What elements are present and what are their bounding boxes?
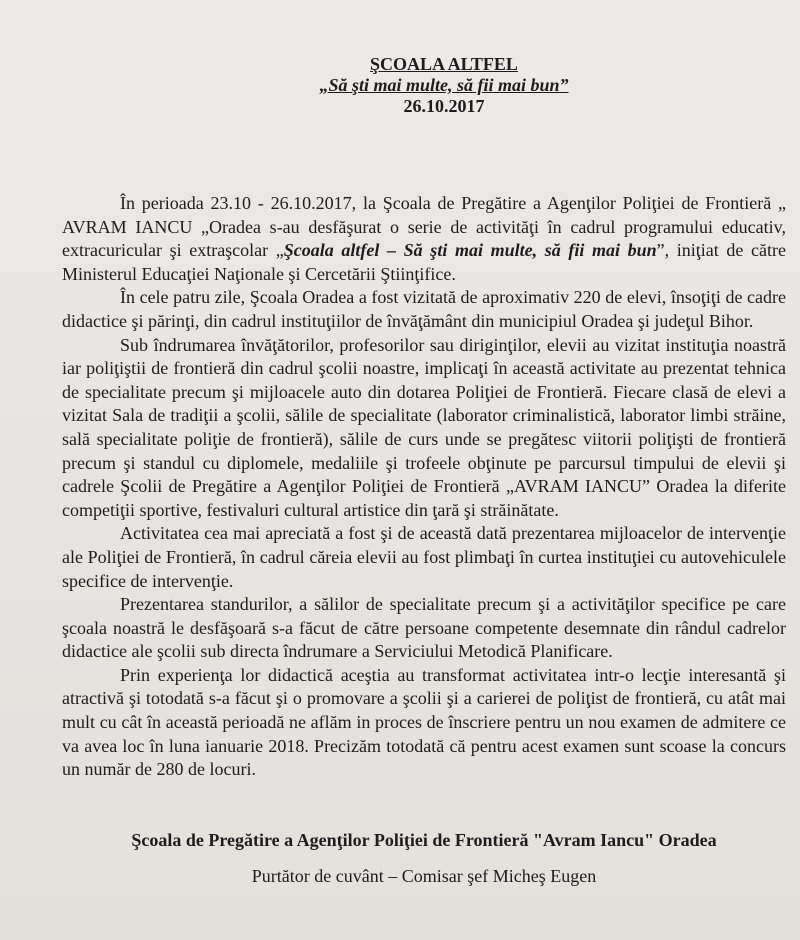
paragraph-2: În cele patru zile, Şcoala Oradea a fost vizitată de aproximativ 220 de elevi, însoţiţi de cadre didactice şi părinţi, din cadrul instituţiilor de învăţământ din municipiul Oradea şi judeţul Bihor.: [62, 287, 786, 331]
signature-block: [62, 826, 786, 890]
document-motto: „Să şti mai multe, să fii mai bun”: [319, 75, 569, 95]
paragraph-5: Prezentarea standurilor, a sălilor de specialitate precum şi a activităţilor specifice pe care şcoala noastră le desfăşoară s-a făcut de către persoane competente desemnate din rândul cadrelor didactice ale şcolii sub directa îndrumare a Serviciului Metodică Planificare.: [62, 594, 786, 662]
paragraph-1: [62, 192, 786, 286]
document-title: ŞCOALA ALTFEL: [370, 54, 518, 74]
paragraph-3: Sub îndrumarea învăţătorilor, profesorilor sau diriginţilor, elevii au vizitat instituţia noastră iar poliţiştii de frontieră din cadrul şcolii noastre, implicaţi în această activitate au prezentat tehnica de specialitate precum şi mijloacele auto din dotarea Poliţiei de Frontieră. Fiecare clasă de elevi a vizitat Sala de tradiţii a şcolii, sălile de specialitate (laborator criminalistică, laborator limbi străine, sală specialitate poliţie de frontieră), sălile de curs unde se pregătesc viitorii poliţişti de frontieră precum şi standul cu diplomele, medaliile şi trofeele obţinute pe parcursul timpului de elevii şi cadrele Şcolii de Pregătire a Agenţilor Poliţiei de Frontieră „AVRAM IANCU” Oradea la diferite competiţii sportive, festivaluri cultural artistice din ţară şi străinătate.: [62, 334, 786, 520]
paragraph-4: Activitatea cea mai apreciată a fost şi de această dată prezentarea mijloacelor de intervenţie ale Poliţiei de Frontieră, în cadrul căreia elevii au fost plimbaţi în curtea instituţiei cu autovehiculele specifice de intervenţie.: [62, 523, 786, 591]
paragraph-6: Prin experienţa lor didactică aceştia au transformat activitatea intr-o lecţie interesantă şi atractivă şi totodată s-a făcut şi o promovare a şcolii şi a carierei de poliţist de frontieră, cu atât mai mult cu cât în această perioadă ne aflăm in proces de înscriere pentru un nou examen de admitere ce va avea loc în luna ianuarie 2018. Precizăm totodată că pentru acest examen sunt scoase la concurs un număr de 280 de locuri.: [62, 664, 786, 780]
paragraph-1-end: ”, iniţiat de către Ministerul Educaţiei Naţionale şi Cercetării Ştiinţifice.: [62, 240, 786, 284]
document-header: [102, 54, 786, 117]
paragraph-1-intro: În perioada 23.10 - 26.10.2017, la Şcoala de Pregătire a Agenţilor Poliţiei de Frontieră „ AVRAM IANCU „Oradea s-au desfăşurat o serie de activităţi în cadrul programului educativ, extracuricular şi extraşcolar „: [62, 193, 786, 261]
document-body: [62, 192, 786, 782]
program-name: Şcoala altfel – Să şti mai multe, să fii mai bun: [283, 240, 657, 261]
document-date: 26.10.2017: [403, 96, 485, 116]
signature-organization: Şcoala de Pregătire a Agenţilor Poliţiei de Frontieră "Avram Iancu" Oradea: [131, 829, 717, 850]
signature-person: Purtător de cuvânt – Comisar şef Micheş Eugen: [251, 865, 597, 886]
